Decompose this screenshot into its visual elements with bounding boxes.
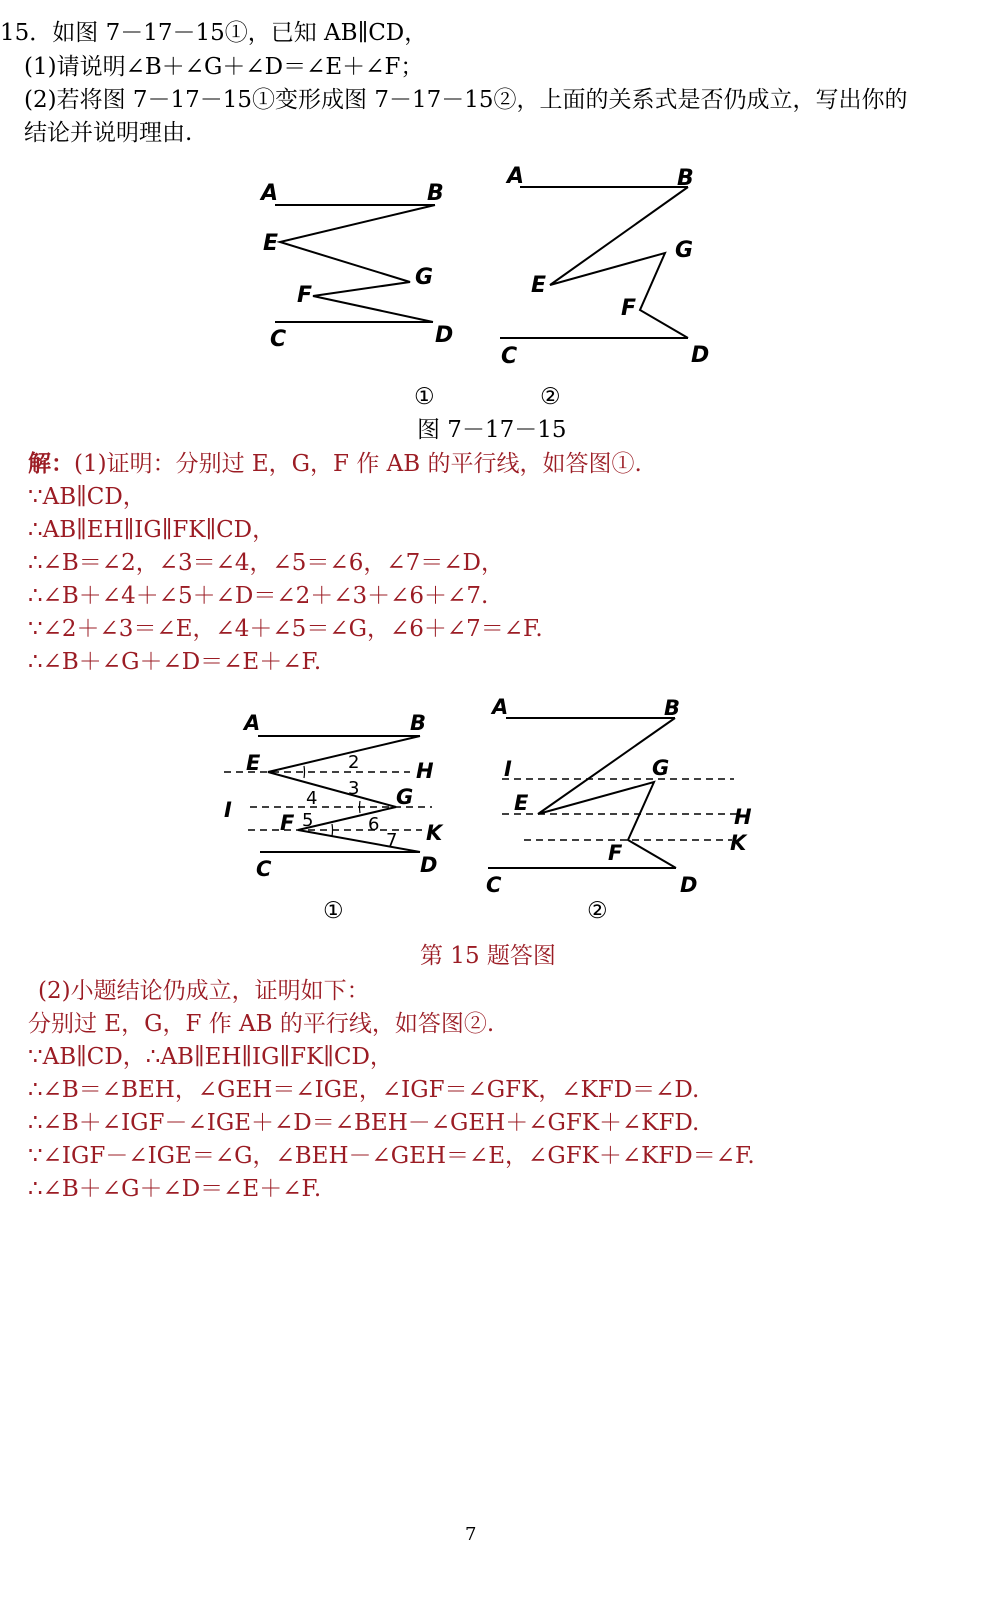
label-C: C — [501, 344, 518, 369]
label-G: G — [675, 238, 694, 263]
label-A: A — [261, 181, 279, 206]
label-C: C — [256, 857, 272, 881]
label-A: A — [244, 711, 261, 735]
solution2-line-4: ∴∠B＝∠BEH，∠GEH＝∠IGE，∠IGF＝∠GFK，∠KFD＝∠D. — [28, 1077, 700, 1103]
label-B: B — [677, 166, 694, 191]
label-C: C — [486, 873, 502, 897]
label-B: B — [410, 711, 427, 735]
answer-caption: 第 15 题答图 — [420, 943, 556, 969]
label-K: K — [426, 821, 443, 845]
answer-figure-2-diagram — [480, 690, 760, 900]
solution2-line-3: ∵AB∥CD，∴AB∥EH∥IG∥FK∥CD， — [28, 1044, 393, 1070]
label-H: H — [416, 759, 434, 783]
solution1-line-1-text: (1)证明：分别过 E，G，F 作 AB 的平行线，如答图①. — [74, 451, 642, 477]
figure-caption: 图 7－17－15 — [417, 417, 567, 443]
solution1-line-4: ∴∠B＝∠2，∠3＝∠4，∠5＝∠6，∠7＝∠D， — [28, 550, 504, 576]
angle-number-4: 4 — [306, 788, 318, 809]
solution2-line-2: 分别过 E，G，F 作 AB 的平行线，如答图②. — [28, 1011, 495, 1037]
label-D: D — [420, 853, 438, 877]
label-E: E — [531, 273, 547, 298]
question-line-2: (1)请说明∠B＋∠G＋∠D＝∠E＋∠F； — [24, 54, 424, 80]
label-E: E — [246, 751, 261, 775]
label-A: A — [492, 695, 509, 719]
label-I: I — [504, 757, 512, 781]
solution1-line-7: ∴∠B＋∠G＋∠D＝∠E＋∠F. — [28, 649, 322, 675]
solution1-line-3: ∴AB∥EH∥IG∥FK∥CD， — [28, 517, 276, 543]
label-H: H — [734, 805, 752, 829]
figure-2-diagram — [495, 155, 725, 375]
figure-1-diagram — [255, 160, 485, 360]
solution1-line-2: ∵AB∥CD， — [28, 484, 146, 510]
answer-figure-1-diagram — [220, 700, 460, 890]
figure-2-sub-label: ② — [540, 384, 561, 410]
label-E: E — [263, 231, 279, 256]
label-D: D — [435, 323, 454, 348]
figure-1-sub-label: ① — [414, 384, 435, 410]
label-C: C — [270, 327, 287, 352]
label-I: I — [224, 798, 232, 822]
solution2-line-5: ∴∠B＋∠IGF－∠IGE＋∠D＝∠BEH－∠GEH＋∠GFK＋∠KFD. — [28, 1110, 700, 1136]
answer-figure-2-sub-label: ② — [587, 898, 608, 924]
angle-number-3: 3 — [348, 778, 360, 799]
angle-number-6: 6 — [368, 814, 380, 835]
label-G: G — [396, 785, 414, 809]
label-G: G — [415, 265, 434, 290]
angle-number-7: 7 — [386, 830, 398, 851]
label-F: F — [280, 811, 295, 835]
answer-figure-1-sub-label: ① — [323, 898, 344, 924]
solution2-line-6: ∵∠IGF－∠IGE＝∠G，∠BEH－∠GEH＝∠E，∠GFK＋∠KFD＝∠F. — [28, 1143, 755, 1169]
label-F: F — [621, 296, 637, 321]
label-E: E — [514, 791, 529, 815]
label-D: D — [691, 343, 710, 368]
label-A: A — [507, 164, 525, 189]
question-line-1: 15．如图 7－17－15①，已知 AB∥CD， — [0, 20, 428, 46]
label-B: B — [427, 181, 444, 206]
label-G: G — [652, 756, 670, 780]
solution1-line-6: ∵∠2＋∠3＝∠E，∠4＋∠5＝∠G，∠6＋∠7＝∠F. — [28, 616, 543, 642]
label-D: D — [680, 873, 698, 897]
label-F: F — [297, 283, 313, 308]
label-B: B — [664, 696, 681, 720]
label-F: F — [608, 841, 623, 865]
solution2-line-1: (2)小题结论仍成立，证明如下： — [38, 978, 370, 1004]
question-line-4: 结论并说明理由. — [24, 120, 193, 146]
question-line-3: (2)若将图 7－17－15①变形成图 7－17－15②，上面的关系式是否仍成立，写出你的 — [24, 87, 908, 113]
solution1-line-1 — [28, 449, 642, 479]
angle-number-2: 2 — [348, 752, 360, 773]
solution1-line-5: ∴∠B＋∠4＋∠5＋∠D＝∠2＋∠3＋∠6＋∠7. — [28, 583, 489, 609]
angle-number-5: 5 — [302, 810, 314, 831]
page-number: 7 — [465, 1524, 477, 1545]
solution-prefix: 解： — [28, 450, 74, 477]
solution2-line-7: ∴∠B＋∠G＋∠D＝∠E＋∠F. — [28, 1176, 322, 1202]
label-K: K — [730, 831, 747, 855]
